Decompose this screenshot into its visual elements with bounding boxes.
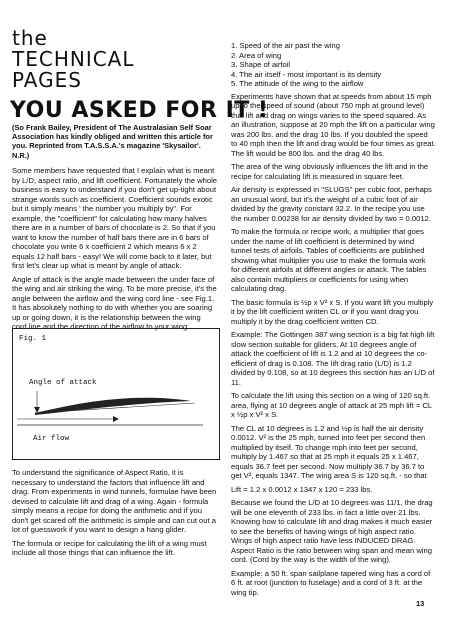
factor-list	[231, 41, 436, 89]
paragraph: The formula or recipe for calculating the lift of a wing must include all those things that can influence the lift.	[12, 538, 207, 557]
right-column	[231, 41, 436, 601]
figure-1	[12, 328, 220, 460]
list-item: 5. The attitude of the wing to the airflow	[231, 79, 364, 88]
paragraph: Some members have requested that I explain what is meant by L/D, aspect ratio, and lift coefficient. Fortunately the whole business is easy to understand if you don't get up-tight about strange words such as coefficient. Coefficient sounds exotic but it simply means ' the number you multiply by". For example, the "coefficient" for calculating how many halves there are in a number of bars of chocolate is 2. So that if you want to know the number of half bars there are in 6 bars of chocolate you write 6 x coefficient 2 which means 6 x 2 equals 12 half bars - easy! We will come back to it later, but first let's clear up what is meant by angle of attack.	[12, 166, 218, 270]
paragraph: The CL at 10 degrees is 1.2 and ½p is half the air density 0.0012. V² is the 25 mph, turned into feet per second then multiplied by itself. To change mph into feet per second, multiply by 1.467 so that at 25 mph it equals 25 x 1.467, equals 36.7 feet per second. Now multiply 36.7 by 36.7 to get V², equals 1347. The wing area S is 120 sq.ft. - so that	[231, 423, 427, 480]
header-the: the	[12, 26, 48, 50]
list-item: 1. Speed of the air past the wing	[231, 41, 340, 50]
airfoil-shape	[35, 398, 191, 415]
paragraph: Air density is expressed in "SLUGS" per cubic foot, perhaps an unusual word, but it's the weight of a cubic foot of air divided by the gravity constant 32.2. In the recipe you use the number 0.00238 for air density divided by two = 0.0012.	[231, 185, 432, 223]
list-item: 2. Area of wing	[231, 50, 282, 60]
left-column-lower	[12, 468, 217, 562]
paragraph: Experiments have shown that at speeds from about 15 mph up to the speed of sound (about 750 mph at ground level) that lift and drag on wings varies to the speed squared. As an illustration, suppose at 20 mph the lift on a particular wing was 200 lbs. and the drag 10 lbs. If you doubled the speed to 40 mph then the lift and drag would be four times as great. The lift would be 800 lbs. and the drag 40 lbs.	[231, 91, 436, 158]
header-pages: PAGES	[12, 68, 82, 92]
header-technical: TECHNICAL	[12, 47, 135, 71]
left-column	[12, 166, 217, 336]
paragraph: To calculate the lift using this section on a wing of 120 sq.ft. area, flying at 10 degrees angle of attack at 25 mph lift = CL x ½p x V² x S.	[231, 391, 432, 419]
angle-of-attack-label: Angle of attack	[29, 379, 97, 387]
paragraph: To understand the significance of Aspect Ratio, it is necessary to understand the factors that influence lift and drag. From experiments in wind tunnels, formulae have been devised to calculate lift and drag of a wing. Again - formula simply means a recipe for doing the arithmetic and if you don't get scared off the arithmetic is simple and can cut out a lot of guesswork if you want to design a hang glider.	[12, 468, 217, 534]
paragraph: To make the formula or recipe work, a multiplier that goes under the name of lift coefficient is determined by wind tunnel tests of airfoils. Tables of coefficients are published showing what multiplier you use to make the formula work for different airfoils at different angles or attack. The tables also contain multipliers or coefficients for using when calculating drag.	[231, 227, 427, 293]
paragraph: Example: The Gottingen 387 wing section is a big fat high lift slow section suitable for gliders. At 10 degrees angle of attack the coefficient of lift is 1.2 and at 10 degrees the co-efficient of drag is 0.108. The lift drag ratio (L/D) is 1.2 divided by 0.108, so at 10 degrees this section has an L/D of 11.	[231, 330, 435, 387]
list-item: 4. The air itself - most important is its density	[231, 69, 382, 79]
intro-note: (So Frank Bailey, President of The Australasian Self Soar Association has kindly obliged and written this article for you. Reprinted from T.A.S.S.A.'s magazine 'Skysailor'. N.R.)	[12, 123, 213, 160]
list-item: 3. Shape of airfoil	[231, 60, 291, 69]
figure-label: Fig. 1	[19, 335, 47, 343]
airfoil-diagram	[13, 329, 219, 459]
paragraph: Lift = 1.2 x 0.0012 x 1347 x 120 = 233 lbs.	[231, 484, 373, 494]
page-number: 13	[416, 599, 425, 608]
paragraph: The area of the wing obviously influences the lift and in the recipe for calculating lift is measured in square feet.	[231, 162, 429, 181]
paragraph: Example: a 50 ft. span sailplane tapered wing has a cord of 6 ft. at root (junction to fuselage) and a cord of 3 ft. at the wing tip.	[231, 568, 431, 597]
headline: YOU ASKED FOR IT !	[10, 98, 269, 123]
air-flow-label: Air flow	[33, 435, 70, 443]
paragraph: Angle of attack is the angle made between the under face of the wing and air striking the wing. To be more precise, it's the angle between the airflow and the wing cord line - see Fig.1. It has absolutely nothing to do with whether you are soaring up or going down, it is the relationship between the wing cord line and the direction of the airflow to your wing.	[12, 274, 217, 331]
paragraph: The basic formula is ½p x V² x S. If you want lift you multiply it by the lift coefficient written CL or if you want drag you multiply it by the drag coefficient written CD.	[231, 297, 434, 326]
paragraph: Because we found the L/D at 10 degrees was 11/1, the drag will be one eleventh of 233 lbs. in fact a little over 21 lbs. Knowing how to calculate lift and drag makes it much easier to see the benefits of having wings of high aspect ratio. Wings of high aspect ratio have less INDUCED DRAG. Aspect Ratio is the ratio between wing span and mean wing cord. (Cord by the way is the width of the wing).	[231, 498, 433, 564]
